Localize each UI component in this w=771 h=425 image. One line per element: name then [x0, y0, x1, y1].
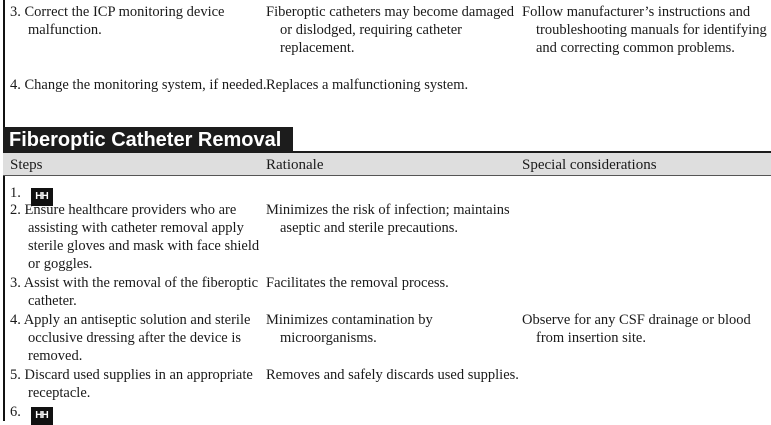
top-rationale-3: Fiberoptic catheters may become damaged or dislodged, requiring catheter replacement. [266, 4, 515, 56]
step-4: 4. Apply an antiseptic solution and sterile occlusive dressing after the device is removed. [10, 312, 251, 364]
top-rationale-4: Replaces a malfunctioning system. [266, 77, 469, 93]
top-step-3: 3. Correct the ICP monitoring device malfunction. [10, 4, 225, 38]
step-6 [10, 403, 255, 425]
header-steps: Steps [10, 157, 43, 173]
section-title: Fiberoptic Catheter Removal [3, 127, 293, 153]
header-special-considerations: Special considerations [522, 157, 657, 173]
top-special-3: Follow manufacturer’s instructions and troubleshooting manuals for identifying and correcting common problems. [522, 4, 767, 56]
header-rationale: Rationale [266, 157, 324, 173]
rationale-5: Removes and safely discards used supplies. [266, 367, 519, 383]
left-margin-rule [3, 0, 5, 421]
special-4: Observe for any CSF drainage or blood from insertion site. [522, 312, 751, 346]
step-6-number: 6. [10, 404, 21, 420]
step-3: 3. Assist with the removal of the fiberoptic catheter. [10, 275, 259, 309]
hand-hygiene-icon: HH [31, 407, 53, 425]
rationale-3: Facilitates the removal process. [266, 275, 449, 291]
rationale-4: Minimizes contamination by microorganisms. [266, 312, 433, 346]
hand-hygiene-icon: HH [31, 188, 53, 206]
rationale-2: Minimizes the risk of infection; maintains aseptic and sterile precautions. [266, 202, 510, 236]
step-2: 2. Ensure healthcare providers who are assisting with catheter removal apply sterile gloves and mask with face shield or goggles. [10, 202, 260, 272]
step-5: 5. Discard used supplies in an appropriate receptacle. [10, 367, 253, 401]
step-1-number: 1. [10, 185, 21, 201]
top-step-4: 4. Change the monitoring system, if needed. [10, 77, 267, 93]
table-header-rule [3, 175, 771, 176]
